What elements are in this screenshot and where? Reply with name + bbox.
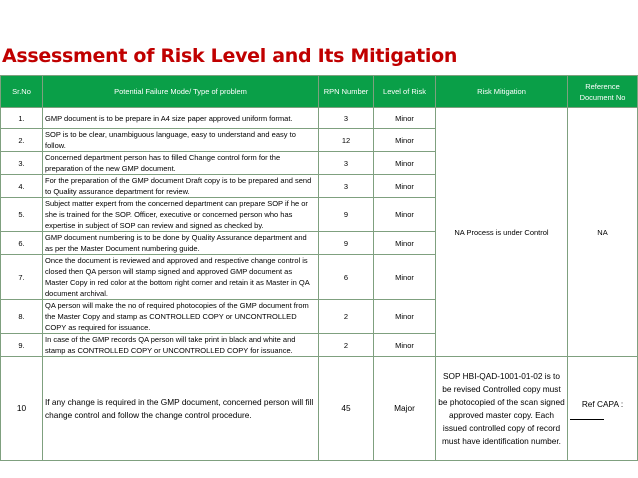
cell-rpn: 12 <box>319 129 374 152</box>
header-rpn: RPN Number <box>319 76 374 108</box>
header-level: Level of Risk <box>374 76 436 108</box>
cell-rpn: 3 <box>319 152 374 175</box>
header-reference: Reference Document No <box>568 76 638 108</box>
cell-mitigation-merged: NA Process is under Control <box>436 108 568 357</box>
cell-srno: 10 <box>1 357 43 461</box>
cell-level: Minor <box>374 108 436 129</box>
cell-rpn: 6 <box>319 255 374 300</box>
cell-srno: 3. <box>1 152 43 175</box>
cell-mitigation: SOP HBI-QAD-1001-01-02 is to be revised Controlled copy must be photocopied of the scan signed approved master copy. Each issued controlled copy of record must have identification number. <box>436 357 568 461</box>
cell-level: Minor <box>374 334 436 357</box>
table-header-row <box>1 76 638 108</box>
cell-failure-mode: In case of the GMP records QA person will take print in black and white and stamp as CONTROLLED COPY or UNCONTROLLED COPY for issuance. <box>43 334 319 357</box>
cell-srno: 1. <box>1 108 43 129</box>
cell-level: Minor <box>374 300 436 334</box>
cell-rpn: 9 <box>319 232 374 255</box>
cell-srno: 9. <box>1 334 43 357</box>
cell-level: Minor <box>374 152 436 175</box>
reference-label: Ref CAPA : <box>581 398 624 409</box>
reference-blank-line <box>570 411 604 420</box>
cell-reference-merged: NA <box>568 108 638 357</box>
cell-reference <box>568 357 638 461</box>
cell-level: Minor <box>374 232 436 255</box>
cell-srno: 7. <box>1 255 43 300</box>
cell-srno: 6. <box>1 232 43 255</box>
cell-srno: 4. <box>1 175 43 198</box>
page-title: Assessment of Risk Level and Its Mitigation <box>2 45 458 67</box>
cell-failure-mode: Subject matter expert from the concerned department can prepare SOP if he or she is trained for the SOP. Officer, executive or concerned person who has expertise in subject of SOP can review and signed as checked by. <box>43 198 319 232</box>
cell-srno: 5. <box>1 198 43 232</box>
cell-level: Minor <box>374 198 436 232</box>
header-mitigation: Risk Mitigation <box>436 76 568 108</box>
header-srno: Sr.No <box>1 76 43 108</box>
cell-failure-mode: QA person will make the no of required photocopies of the GMP document from the Master Copy and stamp as CONTROLLED COPY or UNCONTROLLED COPY as required for issuance. <box>43 300 319 334</box>
cell-rpn: 2 <box>319 334 374 357</box>
cell-failure-mode: For the preparation of the GMP document Draft copy is to be prepared and send to Quality assurance department for review. <box>43 175 319 198</box>
cell-failure-mode: GMP document numbering is to be done by Quality Assurance department and as per the Master Document numbering guide. <box>43 232 319 255</box>
cell-failure-mode: If any change is required in the GMP document, concerned person will fill change control and follow the change control procedure. <box>43 357 319 461</box>
cell-rpn: 2 <box>319 300 374 334</box>
cell-failure-mode: SOP is to be clear, unambiguous language, easy to understand and easy to follow. <box>43 129 319 152</box>
cell-rpn: 3 <box>319 175 374 198</box>
cell-level: Minor <box>374 129 436 152</box>
cell-rpn: 3 <box>319 108 374 129</box>
cell-level: Minor <box>374 255 436 300</box>
cell-rpn: 45 <box>319 357 374 461</box>
table-row-major <box>1 357 638 461</box>
cell-failure-mode: Once the document is reviewed and approved and respective change control is closed then QA person will stamp signed and approved GMP document as Master Copy in red color at the bottom right corner and retain it as Master in QA document archival. <box>43 255 319 300</box>
cell-srno: 8. <box>1 300 43 334</box>
cell-failure-mode: Concerned department person has to filled Change control form for the preparation of the new GMP document. <box>43 152 319 175</box>
cell-failure-mode: GMP document is to be prepare in A4 size paper approved uniform format. <box>43 108 319 129</box>
cell-srno: 2. <box>1 129 43 152</box>
cell-level: Major <box>374 357 436 461</box>
header-failure-mode: Potential Failure Mode/ Type of problem <box>43 76 319 108</box>
table-row <box>1 108 638 129</box>
cell-rpn: 9 <box>319 198 374 232</box>
risk-assessment-table <box>0 75 638 461</box>
cell-level: Minor <box>374 175 436 198</box>
